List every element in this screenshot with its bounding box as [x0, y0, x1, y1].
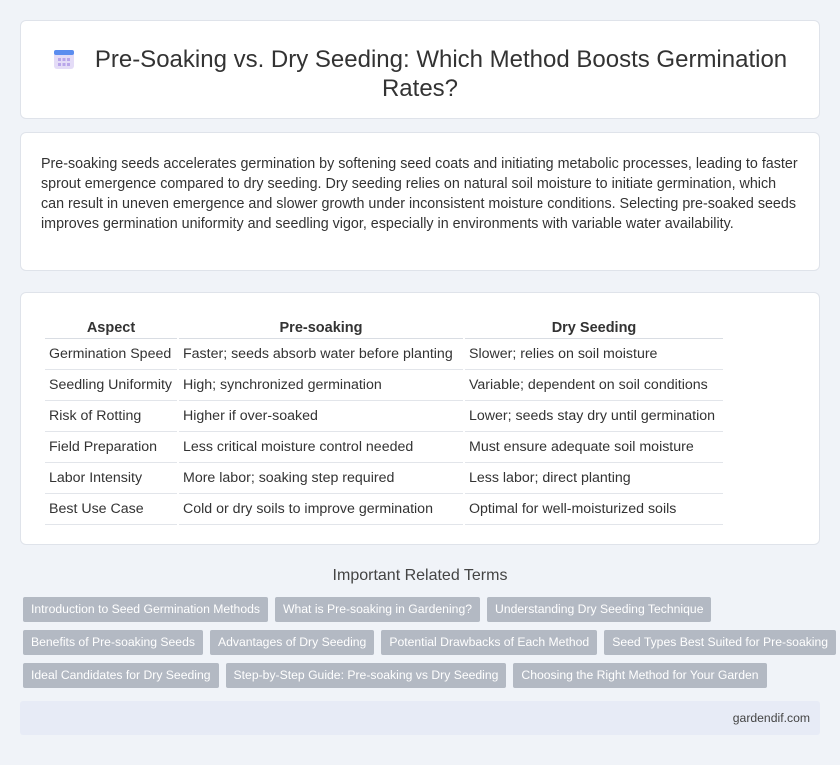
comparison-table [43, 317, 725, 525]
tag-row [23, 597, 823, 622]
intro-paragraph: Pre-soaking seeds accelerates germination by softening seed coats and initiating metabolic processes, leading to faster sprout emergence compared to dry seeding. Dry seeding relies on natural soil moisture to initiate germination, which can result in uneven emergence and slower growth under inconsistent moisture conditions. Selecting pre-soaked seeds improves germination uniformity and seedling vigor, especially in environments with variable water availability. [41, 156, 798, 232]
intro-card [20, 132, 820, 271]
cell-pre-soaking: More labor; soaking step required [179, 463, 463, 494]
footer-site-link[interactable]: gardendif.com [732, 711, 810, 725]
header-dry-seeding: Dry Seeding [465, 317, 723, 339]
header-pre-soaking: Pre-soaking [179, 317, 463, 339]
header-aspect: Aspect [45, 317, 177, 339]
related-terms-heading: Important Related Terms [332, 567, 508, 584]
cell-aspect: Germination Speed [45, 339, 177, 370]
cell-pre-soaking: High; synchronized germination [179, 370, 463, 401]
title-wrap [21, 45, 819, 103]
cell-dry-seeding: Must ensure adequate soil moisture [465, 432, 723, 463]
cell-aspect: Seedling Uniformity [45, 370, 177, 401]
cell-aspect: Labor Intensity [45, 463, 177, 494]
related-term-tag[interactable]: Seed Types Best Suited for Pre-soaking [604, 630, 836, 655]
table-row [45, 339, 723, 370]
cell-dry-seeding: Less labor; direct planting [465, 463, 723, 494]
table-row [45, 401, 723, 432]
related-term-tag[interactable]: Understanding Dry Seeding Technique [487, 597, 711, 622]
comparison-card [20, 292, 820, 545]
table-header-row [45, 317, 723, 339]
related-term-tag[interactable]: Potential Drawbacks of Each Method [381, 630, 597, 655]
cell-pre-soaking: Cold or dry soils to improve germination [179, 494, 463, 525]
tag-row [23, 663, 823, 688]
cell-pre-soaking: Faster; seeds absorb water before planting [179, 339, 463, 370]
table-row [45, 494, 723, 525]
cell-dry-seeding: Optimal for well-moisturized soils [465, 494, 723, 525]
table-row [45, 370, 723, 401]
cell-pre-soaking: Less critical moisture control needed [179, 432, 463, 463]
related-term-tag[interactable]: What is Pre-soaking in Gardening? [275, 597, 480, 622]
related-term-tag[interactable]: Advantages of Dry Seeding [210, 630, 374, 655]
title-card [20, 20, 820, 119]
cell-aspect: Risk of Rotting [45, 401, 177, 432]
table-row [45, 432, 723, 463]
related-term-tag[interactable]: Introduction to Seed Germination Methods [23, 597, 268, 622]
tag-row [23, 630, 829, 655]
cell-aspect: Best Use Case [45, 494, 177, 525]
cell-dry-seeding: Variable; dependent on soil conditions [465, 370, 723, 401]
related-term-tag[interactable]: Benefits of Pre-soaking Seeds [23, 630, 203, 655]
related-terms-list [23, 597, 829, 696]
cell-pre-soaking: Higher if over-soaked [179, 401, 463, 432]
related-term-tag[interactable]: Ideal Candidates for Dry Seeding [23, 663, 219, 688]
related-term-tag[interactable]: Step-by-Step Guide: Pre-soaking vs Dry Seeding [226, 663, 507, 688]
page-title: Pre-Soaking vs. Dry Seeding: Which Method Boosts Germination Rates? [94, 46, 788, 102]
calendar-icon [53, 48, 75, 70]
related-term-tag[interactable]: Choosing the Right Method for Your Garden [513, 663, 766, 688]
footer-bar [20, 701, 820, 735]
cell-aspect: Field Preparation [45, 432, 177, 463]
table-row [45, 463, 723, 494]
cell-dry-seeding: Lower; seeds stay dry until germination [465, 401, 723, 432]
cell-dry-seeding: Slower; relies on soil moisture [465, 339, 723, 370]
